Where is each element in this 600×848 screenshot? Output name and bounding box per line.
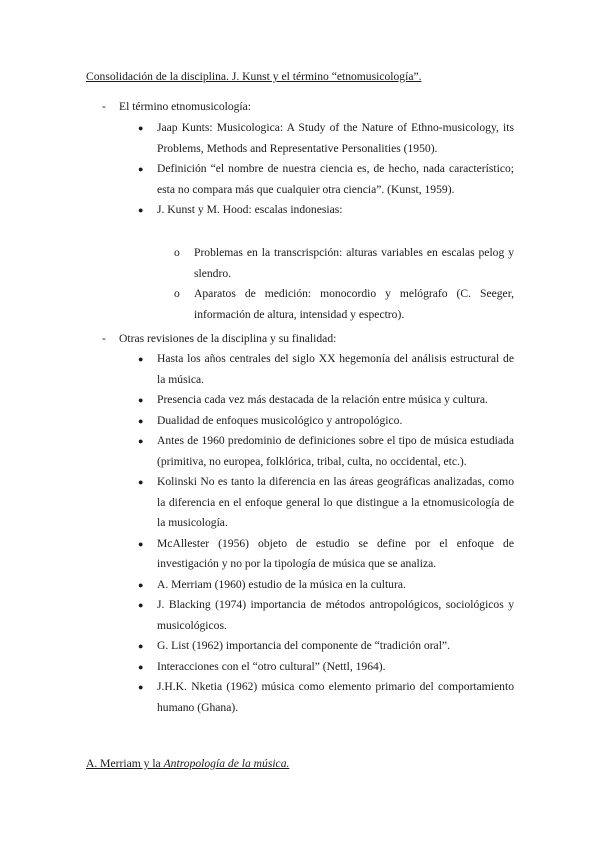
list-item-text: J. Blacking (1974) importancia de métodos antropológicos, sociológicos y musicológicos. — [157, 598, 514, 632]
list-item — [138, 159, 514, 200]
bullet-icon: ● — [138, 682, 144, 692]
bullet-icon: ● — [138, 354, 144, 364]
list-item-text: J. Kunst y M. Hood: escalas indonesias: — [157, 203, 343, 216]
bullet-list-termino — [138, 118, 514, 221]
sub-list-item-text: Problemas en la transcrispción: alturas variables en escalas pelog y slendro. — [194, 246, 514, 280]
dash-marker: - — [102, 100, 106, 113]
bullet-icon: ● — [138, 641, 144, 651]
bullet-icon: ● — [138, 600, 144, 610]
heading-prefix: A. Merriam y la — [86, 757, 164, 770]
bullet-icon: ● — [138, 395, 144, 405]
sub-bullet-marker: o — [174, 246, 180, 259]
sub-list-item — [174, 284, 514, 325]
list-item — [138, 349, 514, 390]
dash-marker: - — [102, 332, 106, 345]
bullet-icon: ● — [138, 123, 144, 133]
bullet-icon: ● — [138, 538, 144, 549]
list-item-text: A. Merriam (1960) estudio de la música en la cultura. — [157, 577, 406, 591]
sub-list-item — [174, 243, 514, 284]
list-item — [138, 118, 514, 159]
bullet-icon: ● — [138, 205, 144, 215]
level1-label: Otras revisiones de la disciplina y su finalidad: — [119, 332, 337, 345]
bullet-icon: ● — [138, 436, 144, 446]
list-item — [138, 411, 514, 432]
list-item — [138, 575, 514, 596]
list-item — [138, 534, 514, 575]
level1-label: El término etnomusicología: — [119, 100, 252, 113]
sub-list-escalas — [174, 243, 514, 325]
bullet-icon: ● — [138, 661, 144, 672]
list-item — [138, 636, 514, 657]
list-item — [138, 657, 514, 678]
list-item — [138, 431, 514, 472]
list-item-text: Interacciones con el “otro cultural” (Nettl, 1964). — [157, 659, 386, 673]
list-item-text: McAllester (1956) objeto de estudio se define por el enfoque de investigación y no por la tipología de música que se analiza. — [157, 536, 514, 570]
bullet-icon: ● — [138, 415, 144, 426]
list-item-text: Dualidad de enfoques musicológico y antropológico. — [157, 413, 403, 427]
list-item-text: Presencia cada vez más destacada de la relación entre música y cultura. — [157, 393, 488, 406]
section-heading-consolidacion: Consolidación de la disciplina. J. Kunst y el término “etnomusicología”. — [86, 70, 422, 83]
list-item-text: Definición “el nombre de nuestra ciencia es, de hecho, nada característico; esta no compara más que cualquier otra ciencia”. (Kunst, 1959). — [157, 162, 514, 196]
bullet-icon: ● — [138, 579, 144, 590]
sub-list-item-text: Aparatos de medición: monocordio y melógrafo (C. Seeger, información de altura, intensidad y espectro). — [194, 287, 514, 321]
section-heading-merriam — [86, 757, 289, 770]
bullet-list-revisiones — [138, 349, 514, 718]
list-item — [138, 472, 514, 534]
list-item-text: Hasta los años centrales del siglo XX hegemonía del análisis estructural de la música. — [157, 352, 514, 386]
list-item — [138, 677, 514, 718]
bullet-icon: ● — [138, 164, 144, 174]
list-item-text: Jaap Kunts: Musicologica: A Study of the Nature of Ethno-musicology, its Problems, Methods and Representative Personalities (1950). — [157, 121, 514, 155]
list-item-text: J.H.K. Nketia (1962) música como elemento primario del comportamiento humano (Ghana). — [157, 680, 514, 714]
list-item-text: Kolinski No es tanto la diferencia en las áreas geográficas analizadas, como la diferencia en el enfoque general lo que distingue a la etnomusicología de la musicología. — [157, 475, 514, 529]
list-item-text: Antes de 1960 predominio de definiciones sobre el tipo de música estudiada (primitiva, no europea, folklórica, tribal, culta, no occidental, etc.). — [157, 434, 514, 468]
list-item-text: G. List (1962) importancia del componente de “tradición oral”. — [157, 639, 450, 652]
sub-bullet-marker: o — [174, 287, 180, 300]
list-item — [138, 390, 514, 411]
list-item — [138, 595, 514, 636]
list-item — [138, 200, 514, 221]
bullet-icon: ● — [138, 477, 144, 487]
book-title: Antropología de la música. — [163, 757, 290, 770]
